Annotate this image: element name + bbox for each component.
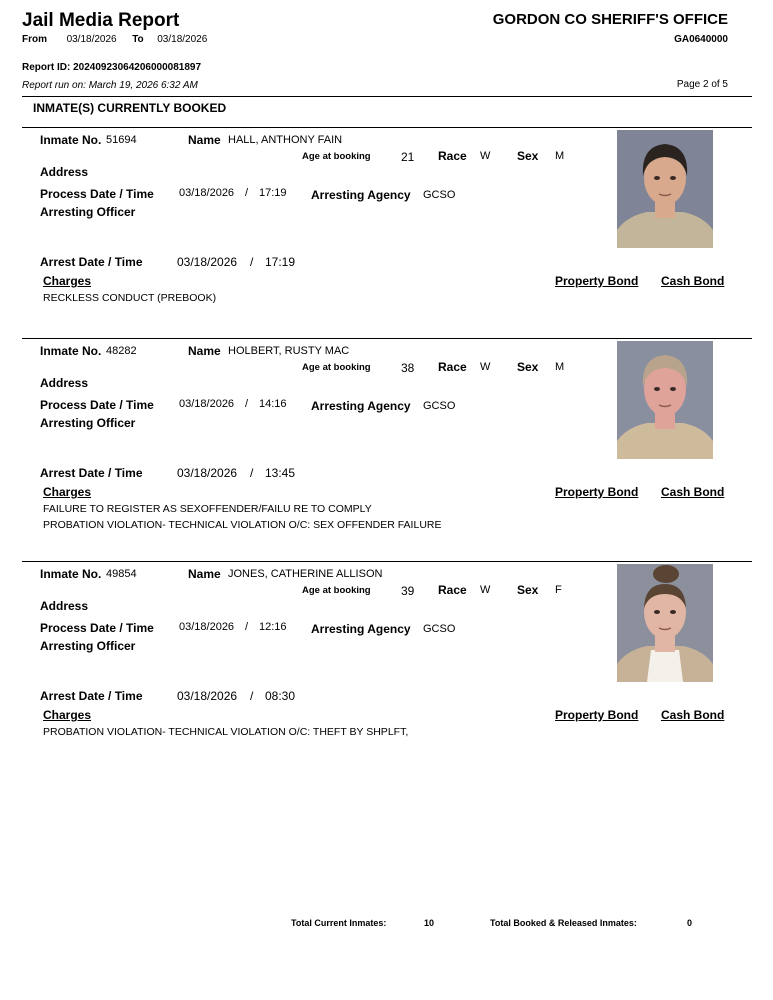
report-run-on: Report run on: March 19, 2026 6:32 AM: [22, 80, 198, 91]
sex-label: Sex: [517, 583, 539, 597]
process-slash: /: [245, 187, 249, 199]
process-date: 03/18/2026: [179, 621, 235, 633]
process-date: 03/18/2026: [179, 187, 235, 199]
process-slash: /: [245, 398, 249, 410]
process-slash: /: [245, 621, 249, 633]
arrest-time: 08:30: [265, 689, 296, 703]
process-time: 12:16: [259, 621, 287, 633]
cash-bond-label: Cash Bond: [661, 708, 725, 722]
inmate-age: 21: [401, 150, 415, 164]
agency-name: GORDON CO SHERIFF'S OFFICE: [492, 11, 728, 28]
process-label: Process Date / Time: [40, 187, 154, 201]
charges-label: Charges: [43, 274, 92, 288]
inmate-photo: [617, 564, 713, 682]
arresting-agency-label: Arresting Agency: [311, 622, 411, 636]
inmate-race: W: [480, 584, 491, 596]
from-date: 03/18/2026: [66, 34, 117, 45]
inmate-sex: F: [555, 584, 562, 596]
arrest-date: 03/18/2026: [177, 255, 238, 269]
inmate-age: 39: [401, 584, 415, 598]
inmate-divider: [22, 127, 752, 128]
charges-label: Charges: [43, 485, 92, 499]
arrest-slash: /: [250, 255, 254, 269]
report-title: Jail Media Report: [22, 10, 180, 31]
to-date: 03/18/2026: [157, 34, 208, 45]
total-released-label: Total Booked & Released Inmates:: [490, 918, 637, 928]
charge-line: FAILURE TO REGISTER AS SEXOFFENDER/FAILU RE TO COMPLY: [43, 503, 372, 515]
inmate-number: 48282: [106, 345, 137, 357]
arrest-slash: /: [250, 466, 254, 480]
inmate-name: JONES, CATHERINE ALLISON: [228, 568, 383, 580]
charge-line: RECKLESS CONDUCT (PREBOOK): [43, 292, 217, 304]
inmate-no-label: Inmate No.: [40, 133, 102, 147]
age-label: Age at booking: [302, 151, 371, 162]
arrest-label: Arrest Date / Time: [40, 466, 143, 480]
arrest-slash: /: [250, 689, 254, 703]
race-label: Race: [438, 149, 467, 163]
arrest-time: 13:45: [265, 466, 296, 480]
inmate-race: W: [480, 361, 491, 373]
inmate-divider: [22, 338, 752, 339]
inmate-no-label: Inmate No.: [40, 344, 102, 358]
total-current-value: 10: [424, 918, 435, 928]
total-released-value: 0: [687, 918, 693, 928]
cash-bond-label: Cash Bond: [661, 274, 725, 288]
inmate-number: 49854: [106, 568, 137, 580]
inmate-number: 51694: [106, 134, 137, 146]
process-label: Process Date / Time: [40, 398, 154, 412]
inmate-photo: [617, 130, 713, 248]
section-title: INMATE(S) CURRENTLY BOOKED: [33, 101, 227, 115]
cash-bond-label: Cash Bond: [661, 485, 725, 499]
arresting-agency: GCSO: [423, 623, 456, 635]
race-label: Race: [438, 583, 467, 597]
process-label: Process Date / Time: [40, 621, 154, 635]
page-number: Page 2 of 5: [676, 79, 728, 90]
process-date: 03/18/2026: [179, 398, 235, 410]
arresting-agency-label: Arresting Agency: [311, 188, 411, 202]
address-label: Address: [40, 599, 89, 613]
inmate-sex: M: [555, 361, 565, 373]
from-label: From: [22, 34, 47, 45]
race-label: Race: [438, 360, 467, 374]
arresting-officer-label: Arresting Officer: [40, 639, 136, 653]
property-bond-label: Property Bond: [555, 485, 639, 499]
property-bond-label: Property Bond: [555, 274, 639, 288]
arresting-agency: GCSO: [423, 189, 456, 201]
inmate-age: 38: [401, 361, 415, 375]
address-label: Address: [40, 165, 89, 179]
age-label: Age at booking: [302, 585, 371, 596]
inmate-race: W: [480, 150, 491, 162]
process-time: 14:16: [259, 398, 287, 410]
inmate-name: HALL, ANTHONY FAIN: [228, 134, 343, 146]
header-divider: [22, 96, 752, 97]
inmate-sex: M: [555, 150, 565, 162]
name-label: Name: [188, 567, 221, 581]
charges-label: Charges: [43, 708, 92, 722]
property-bond-label: Property Bond: [555, 708, 639, 722]
inmate-no-label: Inmate No.: [40, 567, 102, 581]
inmate-photo: [617, 341, 713, 459]
date-range: [22, 34, 207, 45]
arrest-date: 03/18/2026: [177, 689, 238, 703]
charge-line: PROBATION VIOLATION- TECHNICAL VIOLATION O/C: SEX OFFENDER FAILURE: [43, 519, 442, 531]
arresting-officer-label: Arresting Officer: [40, 416, 136, 430]
inmate-divider: [22, 561, 752, 562]
arrest-label: Arrest Date / Time: [40, 255, 143, 269]
arrest-label: Arrest Date / Time: [40, 689, 143, 703]
process-time: 17:19: [259, 187, 287, 199]
name-label: Name: [188, 344, 221, 358]
charge-line: PROBATION VIOLATION- TECHNICAL VIOLATION O/C: THEFT BY SHPLFT,: [43, 726, 409, 738]
sex-label: Sex: [517, 149, 539, 163]
age-label: Age at booking: [302, 362, 371, 373]
sex-label: Sex: [517, 360, 539, 374]
inmate-name: HOLBERT, RUSTY MAC: [228, 345, 350, 357]
arresting-agency-label: Arresting Agency: [311, 399, 411, 413]
arresting-officer-label: Arresting Officer: [40, 205, 136, 219]
total-current-label: Total Current Inmates:: [291, 918, 387, 928]
address-label: Address: [40, 376, 89, 390]
arrest-time: 17:19: [265, 255, 296, 269]
name-label: Name: [188, 133, 221, 147]
to-label: To: [132, 34, 144, 45]
arrest-date: 03/18/2026: [177, 466, 238, 480]
report-id: Report ID: 20240923064206000081897: [22, 62, 202, 73]
arresting-agency: GCSO: [423, 400, 456, 412]
agency-ori: GA0640000: [674, 34, 728, 45]
